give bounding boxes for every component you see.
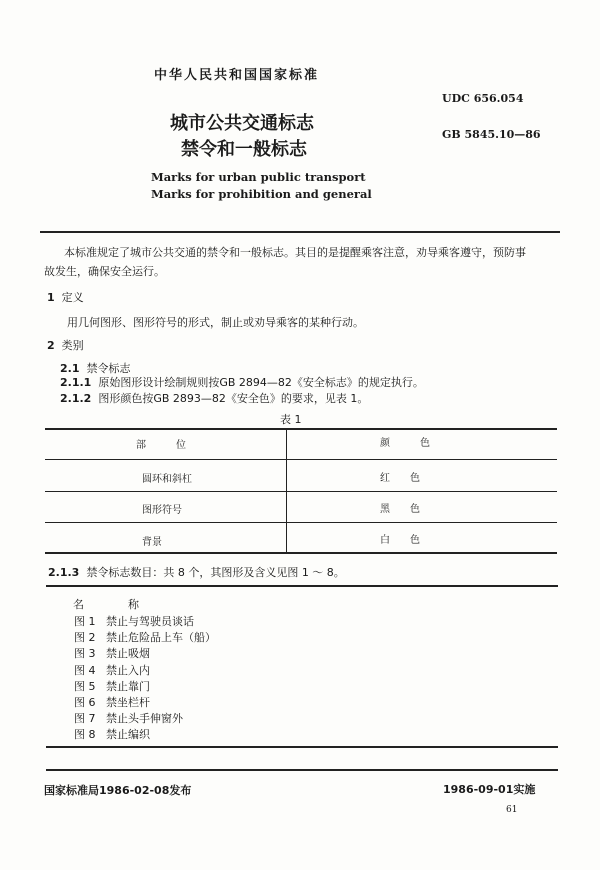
national-standard-label: 中华人民共和国国家标准	[154, 68, 320, 83]
clause-number: 2.1.1	[60, 376, 92, 389]
table-row-rule	[45, 522, 557, 523]
page-number: 61	[506, 805, 518, 815]
figure-label: 图 5	[74, 679, 96, 693]
figure-label: 图 2	[74, 631, 96, 645]
figure-name: 禁止危险品上车（船）	[106, 631, 216, 645]
figure-list-item	[74, 678, 150, 694]
title-cn-line1: 城市公共交通标志	[170, 113, 314, 134]
section-1-text: 用几何图形、图形符号的形式，制止或劝导乘客的某种行动。	[67, 316, 364, 329]
figure-list-item	[74, 629, 216, 645]
title-cn-line2: 禁令和一般标志	[181, 139, 307, 160]
section-title: 定义	[61, 291, 84, 304]
clause-number: 2.1	[60, 362, 80, 375]
table-header-part: 部 位	[136, 440, 186, 451]
table-row-rule	[45, 459, 557, 460]
figure-label: 图 8	[74, 728, 96, 742]
udc-number: UDC 656.054	[442, 92, 524, 105]
clause-text: 原始图形设计绘制规则按GB 2894—82《安全标志》的规定执行。	[98, 376, 424, 389]
figure-name: 禁坐栏杆	[106, 696, 150, 709]
figure-name: 禁止吸烟	[106, 647, 150, 661]
figure-name: 禁止与驾驶员谈话	[106, 615, 194, 628]
header-rule	[40, 231, 560, 233]
clause-text: 图形颜色按GB 2893—82《安全色》的要求，见表 1。	[98, 392, 369, 405]
table-bottom-rule	[45, 552, 557, 554]
table-row-rule	[45, 491, 557, 492]
clause-number: 2.1.2	[60, 392, 92, 405]
effective-date: 1986-09-01实施	[443, 783, 536, 796]
figure-list-item	[74, 645, 150, 661]
figure-name: 禁止靠门	[106, 679, 150, 693]
intro-line2: 故发生，确保安全运行。	[44, 265, 165, 278]
figure-list-item	[74, 726, 150, 742]
footer-rule	[46, 769, 558, 771]
figure-label: 图 3	[74, 647, 96, 661]
figure-list-item	[74, 662, 150, 678]
intro-line1: 本标准规定了城市公共交通的禁令和一般标志。其目的是提醒乘客注意，劝导乘客遵守，预防事	[64, 246, 526, 259]
section-title: 类别	[61, 339, 84, 352]
title-en-line1: Marks for urban public transport	[151, 170, 366, 184]
figure-label: 图 1	[74, 615, 96, 628]
figure-name: 禁止入内	[106, 663, 150, 677]
section-number: 2	[47, 339, 55, 352]
gb-number: GB 5845.10—86	[442, 128, 541, 141]
figure-label: 图 4	[74, 663, 96, 677]
clause-2-1-1	[60, 374, 424, 390]
table-cell: 圆环和斜杠	[142, 474, 192, 485]
clause-number: 2.1.3	[48, 566, 80, 579]
figure-name: 禁止编织	[106, 728, 150, 742]
title-en-line2: Marks for prohibition and general	[151, 187, 372, 201]
table-cell: 白 色	[380, 535, 420, 546]
table-cell: 背景	[142, 537, 162, 548]
clause-2-1-3	[48, 564, 345, 580]
table-cell: 图形符号	[142, 505, 182, 516]
section-2-heading	[47, 337, 84, 353]
clause-text: 禁令标志	[86, 362, 131, 375]
clause-text: 禁令标志数目：共 8 个，其图形及含义见图 1 ～ 8。	[86, 566, 345, 579]
figure-label: 图 6	[74, 696, 96, 709]
table-header-color: 颜 色	[380, 438, 430, 449]
list-header: 名 称	[73, 598, 139, 611]
figure-list-item	[74, 694, 150, 710]
section-number: 1	[47, 291, 55, 304]
table-cell: 红 色	[380, 473, 420, 484]
figure-list-item	[74, 613, 194, 629]
table-cell: 黑 色	[380, 504, 420, 515]
clause-2-1-2	[60, 390, 368, 406]
section-1-heading	[47, 289, 84, 305]
list-top-rule	[46, 585, 558, 587]
issued-date: 国家标准局1986-02-08发布	[44, 784, 192, 797]
figure-name: 禁止头手伸窗外	[106, 712, 183, 726]
table-caption: 表 1	[280, 413, 302, 426]
figure-list-item	[74, 710, 183, 726]
table-top-rule	[45, 428, 557, 430]
figure-label: 图 7	[74, 712, 96, 726]
list-bottom-rule	[46, 746, 558, 748]
